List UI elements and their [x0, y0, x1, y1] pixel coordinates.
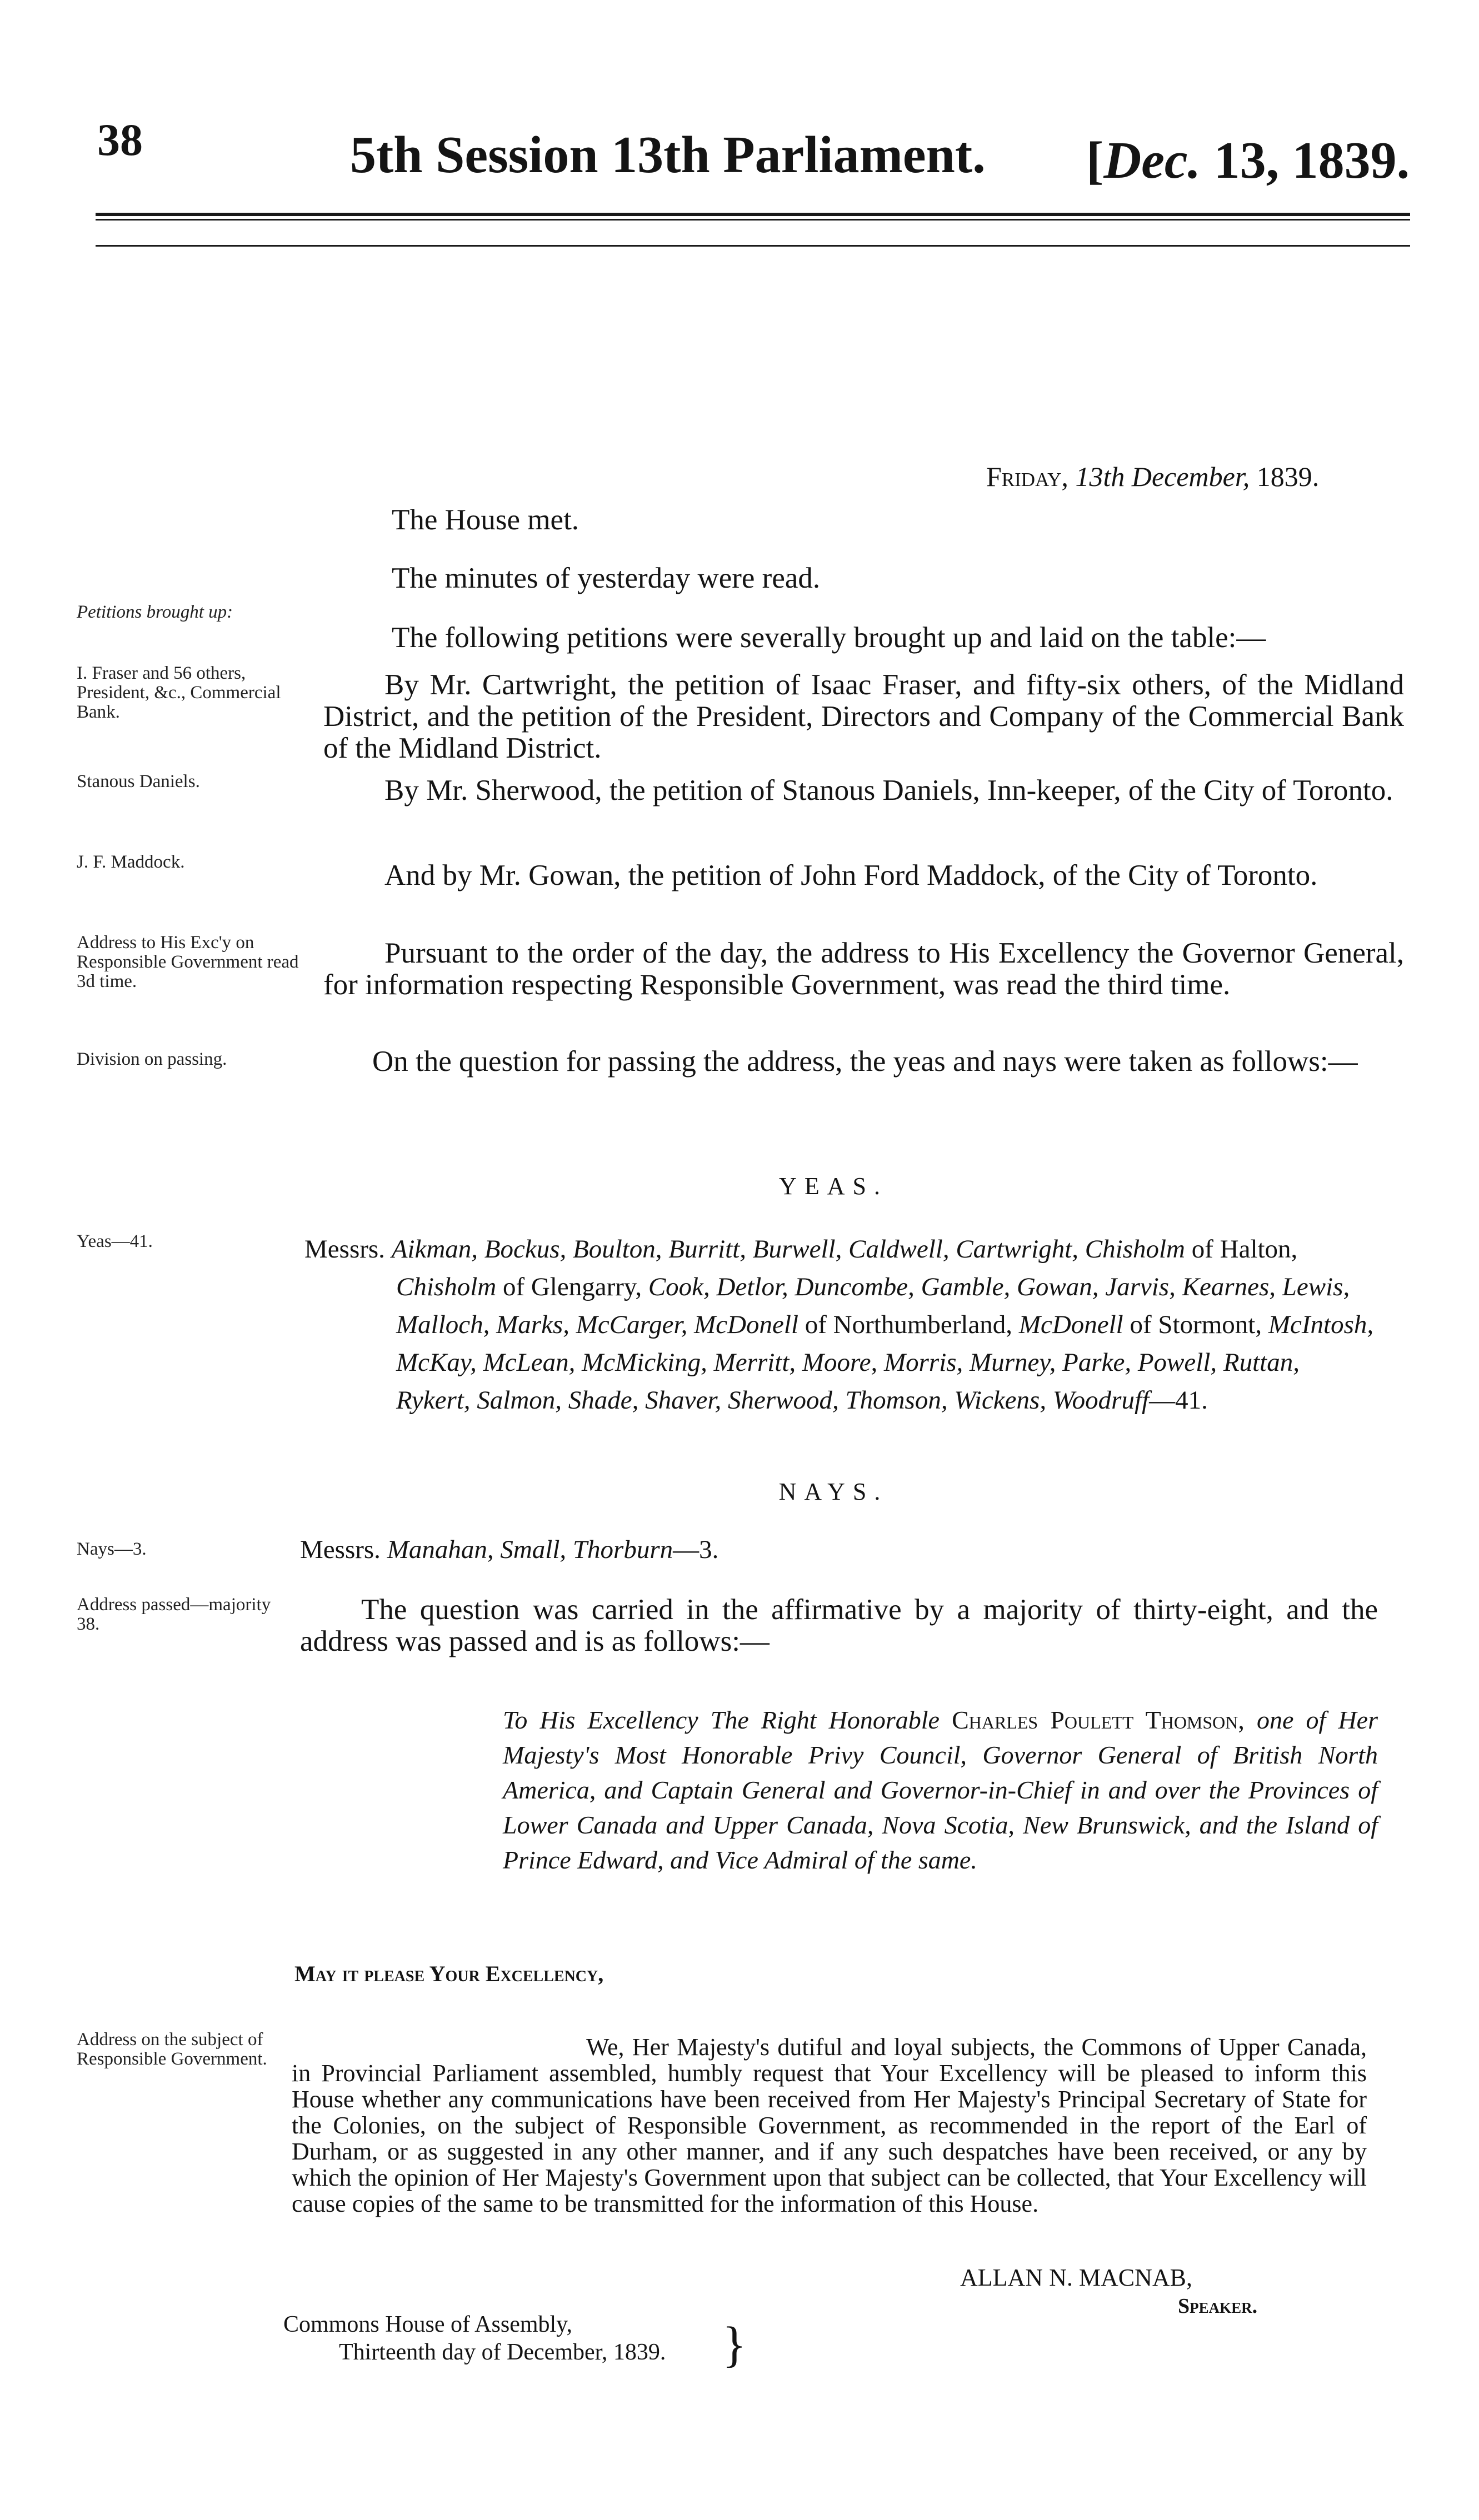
- header-rule-lower: [96, 245, 1410, 247]
- petitions-intro: The following petitions were severally brought up and laid on the table:—: [392, 622, 1266, 654]
- signature: ALLAN N. MACNAB,: [960, 2264, 1192, 2291]
- address-superscription: [503, 1702, 1378, 1877]
- yeas-names-3c: McDonell: [1018, 1310, 1123, 1339]
- date-bracket: [: [1086, 132, 1104, 189]
- page-number: 38: [97, 114, 143, 165]
- yeas-names-5: Rykert, Salmon, Shade, Shaver, Sherwood, Thomson, Wickens, Woodruff: [396, 1386, 1150, 1415]
- yeas-tail-3b: of Northumberland,: [798, 1310, 1019, 1339]
- yeas-list: [304, 1230, 1407, 1419]
- margin-note-division: Division on passing.: [77, 1049, 227, 1069]
- yeas-names-2a: Chisholm: [396, 1272, 497, 1301]
- header-rule-thick: [96, 213, 1410, 216]
- yeas-names-2c: Cook, Detlor, Duncombe, Gamble, Gowan, Jarvis, Kearnes, Lewis,: [648, 1272, 1350, 1301]
- yeas-names-3e: McIntosh,: [1268, 1310, 1374, 1339]
- dateline-day: Friday,: [986, 461, 1068, 492]
- petition-sherwood: By Mr. Sherwood, the petition of Stanous Daniels, Inn-keeper, of the City of Toronto.: [384, 774, 1393, 806]
- running-title: 5th Session 13th Parliament.: [350, 126, 986, 184]
- order-of-day: Pursuant to the order of the day, the address to His Excellency the Governor General, for information respecting Responsible Government, was read the third time.: [323, 937, 1404, 1001]
- margin-note-fraser: I. Fraser and 56 others, President, &c., Commercial Bank.: [77, 663, 281, 722]
- address-governor-name: Charles Poulett Thomson,: [952, 1706, 1245, 1734]
- margin-note-nays: Nays—3.: [77, 1539, 147, 1559]
- yeas-line-5: [304, 1381, 1407, 1419]
- dateline-date: 13th December,: [1075, 461, 1250, 492]
- yeas-total: —41.: [1149, 1386, 1208, 1415]
- yeas-line-2: [304, 1268, 1407, 1306]
- yeas-line-4: McKay, McLean, McMicking, Merritt, Moore, Morris, Murney, Parke, Powell, Ruttan,: [396, 1348, 1300, 1377]
- dateline: [986, 461, 1319, 493]
- margin-note-passed: Address passed—majority 38.: [77, 1595, 271, 1634]
- date-rest: 13, 1839.: [1201, 132, 1410, 189]
- address-body: We, Her Majesty's dutiful and loyal subjects, the Commons of Upper Canada, in Provincial Parliament assembled, humbly request that Your Excellency will be pleased to inform this House whether any communications have been received from Her Majesty's Principal Secretary of State for the Colonies, on the subject of Responsible Government, as recommended in the report of the Earl of Durham, or as suggested in any other manner, and if any such despatches have been received, or any by which the opinion of Her Majesty's Government upon that subject can be collected, that Your Excellency will cause copies of the same to be transmitted for the information of this House.: [292, 2033, 1367, 2217]
- date-line: Thirteenth day of December, 1839.: [339, 2339, 666, 2365]
- salutation: May it please Your Excellency,: [294, 1961, 604, 1986]
- yeas-tail-2: of Glengarry,: [496, 1272, 648, 1301]
- petition-gowan: And by Mr. Gowan, the petition of John Ford Maddock, of the City of Toronto.: [384, 859, 1318, 891]
- nays-prefix: Messrs.: [300, 1535, 381, 1564]
- yeas-names-3a: Malloch, Marks, McCarger, McDonell: [396, 1310, 799, 1339]
- running-date: [1086, 131, 1410, 191]
- address-to-prefix: To His Excellency The Right Honorable: [503, 1706, 952, 1734]
- question-carried: The question was carried in the affirmative by a majority of thirty-eight, and the address was passed and is as follows:—: [300, 1594, 1378, 1657]
- nays-list: [300, 1534, 718, 1566]
- margin-note-maddock: J. F. Maddock.: [77, 852, 185, 872]
- yeas-prefix: Messrs.: [304, 1235, 385, 1264]
- margin-note-daniels: Stanous Daniels.: [77, 771, 200, 791]
- nays-total: —3.: [673, 1535, 719, 1564]
- date-month: Dec.: [1103, 132, 1201, 189]
- nays-heading: NAYS.: [778, 1478, 888, 1505]
- margin-note-petitions: Petitions brought up:: [77, 602, 233, 622]
- house-met: The House met.: [392, 504, 579, 536]
- margin-note-subject: Address on the subject of Responsible Government.: [77, 2030, 267, 2069]
- yeas-tail-3d: of Stormont,: [1123, 1310, 1268, 1339]
- yeas-names-1: Aikman, Bockus, Boulton, Burritt, Burwell, Caldwell, Cartwright, Chisholm: [391, 1235, 1185, 1264]
- brace-glyph: }: [722, 2317, 747, 2372]
- division-text: On the question for passing the address, the yeas and nays were taken as follows:—: [372, 1045, 1358, 1078]
- margin-note-address-read: Address to His Exc'y on Responsible Government read 3d time.: [77, 933, 299, 991]
- dateline-year: 1839.: [1256, 461, 1320, 492]
- yeas-line-1: [304, 1230, 1407, 1268]
- petition-cartwright: By Mr. Cartwright, the petition of Isaac Fraser, and fifty-six others, of the Midland District, and the petition of the President, Directors and Company of the Commercial Bank of the Midland District.: [323, 669, 1404, 764]
- header-rule-thin: [96, 219, 1410, 221]
- yeas-heading: YEAS.: [779, 1173, 888, 1200]
- yeas-line-3: [304, 1306, 1407, 1344]
- signature-title: Speaker.: [1178, 2294, 1258, 2318]
- place-line: Commons House of Assembly,: [283, 2312, 572, 2337]
- nays-names: Manahan, Small, Thorburn: [387, 1535, 673, 1564]
- address-to-rest: one of Her Majesty's Most Honorable Privy Council, Governor General of British North America, and Captain General and Governor-in-Chief in and over the Provinces of Lower Canada and Upper Canada, Nova Scotia, New Brunswick, and the Island of Prince Edward, and Vice Admiral of the same.: [503, 1706, 1378, 1874]
- margin-note-yeas: Yeas—41.: [77, 1231, 153, 1251]
- yeas-tail-1: of Halton,: [1185, 1235, 1298, 1264]
- minutes-read: The minutes of yesterday were read.: [392, 562, 821, 594]
